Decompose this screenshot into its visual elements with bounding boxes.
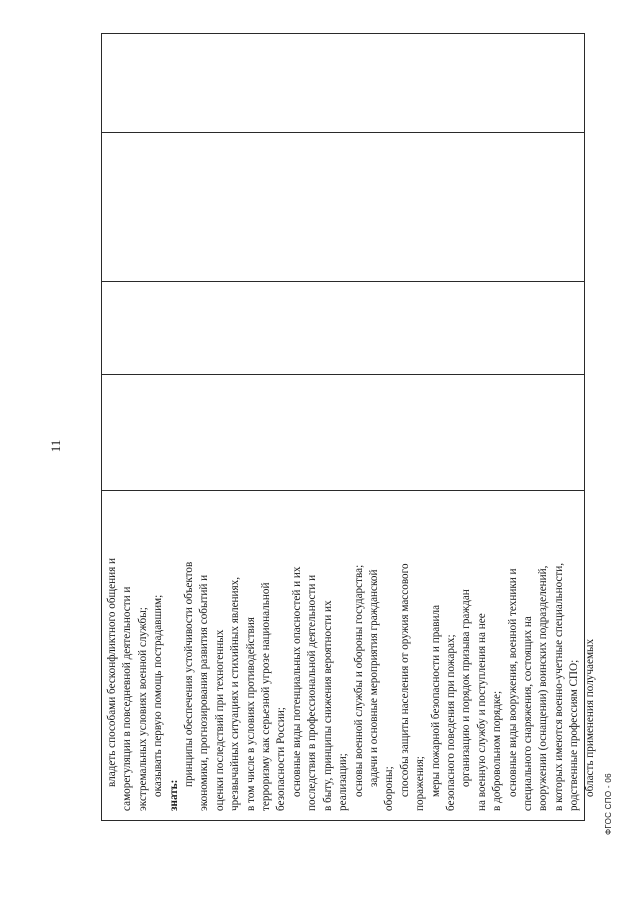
empty-cell-index bbox=[102, 282, 584, 374]
page-number: 11 bbox=[48, 439, 63, 453]
empty-cell-competencies bbox=[102, 34, 584, 132]
text-line: задачи и основные мероприятия гражданской bbox=[367, 569, 380, 787]
text-line: оценки последствий при техногенных bbox=[213, 629, 226, 811]
text-line: поражения; bbox=[414, 756, 427, 811]
text-line: меры пожарной безопасности и правила bbox=[429, 604, 442, 797]
text-line: обороны; bbox=[383, 766, 396, 811]
text-line: в которых имеются военно-учетные специальности, bbox=[552, 562, 565, 811]
text-line: саморегуляции в повседневной деятельности и bbox=[121, 586, 134, 811]
text-line: основные виды потенциальных опасностей и их bbox=[290, 566, 303, 797]
text-line: в добровольном порядке; bbox=[491, 690, 504, 811]
text-line: экономики, прогнозирования развития событий и bbox=[198, 574, 211, 811]
text-line: в том числе в условиях противодействия bbox=[244, 617, 257, 811]
text-line: организацию и порядок призыва граждан bbox=[460, 589, 473, 787]
text-line: владеть способами бесконфликтного общения и bbox=[106, 557, 118, 787]
text-line: реализации; bbox=[337, 753, 350, 811]
text-line: способы защиты населения от оружия массового bbox=[398, 563, 411, 797]
text-line: основы военной службы и обороны государства; bbox=[352, 564, 365, 797]
text-line: безопасности России; bbox=[275, 707, 288, 811]
text-line: безопасного поведения при пожарах; bbox=[444, 634, 457, 811]
text-line: основные виды вооружения, военной техники и bbox=[506, 568, 519, 797]
text-line: специального снаряжения, состоящих на bbox=[521, 616, 534, 811]
text-line: область применения получаемых bbox=[583, 638, 596, 797]
text-line: принципы обеспечения устойчивости объектов bbox=[183, 561, 196, 787]
text-line: на военную службу и поступления на нее bbox=[475, 613, 488, 811]
empty-cell-number bbox=[102, 133, 584, 281]
text-line: чрезвычайных ситуациях и стихийных явлениях, bbox=[229, 576, 242, 811]
empty-cell-hours bbox=[102, 375, 584, 490]
text-line: оказывать первую помощь пострадавшим; bbox=[152, 594, 165, 797]
section-heading-know: знать: bbox=[167, 779, 180, 811]
text-line: вооружении (оснащении) воинских подразделений, bbox=[537, 565, 550, 811]
text-line: терроризму как серьезной угрозе национальной bbox=[260, 582, 273, 811]
footer-document-code: ФГОС СПО - 06 bbox=[604, 773, 613, 835]
requirements-text-cell bbox=[101, 491, 596, 821]
text-line: родственные профессиям СПО; bbox=[568, 659, 581, 811]
text-line: в быту, принципы снижения вероятности их bbox=[321, 600, 334, 811]
text-line: последствия в профессиональной деятельности и bbox=[306, 574, 319, 811]
text-line: экстремальных условиях военной службы; bbox=[136, 607, 149, 811]
